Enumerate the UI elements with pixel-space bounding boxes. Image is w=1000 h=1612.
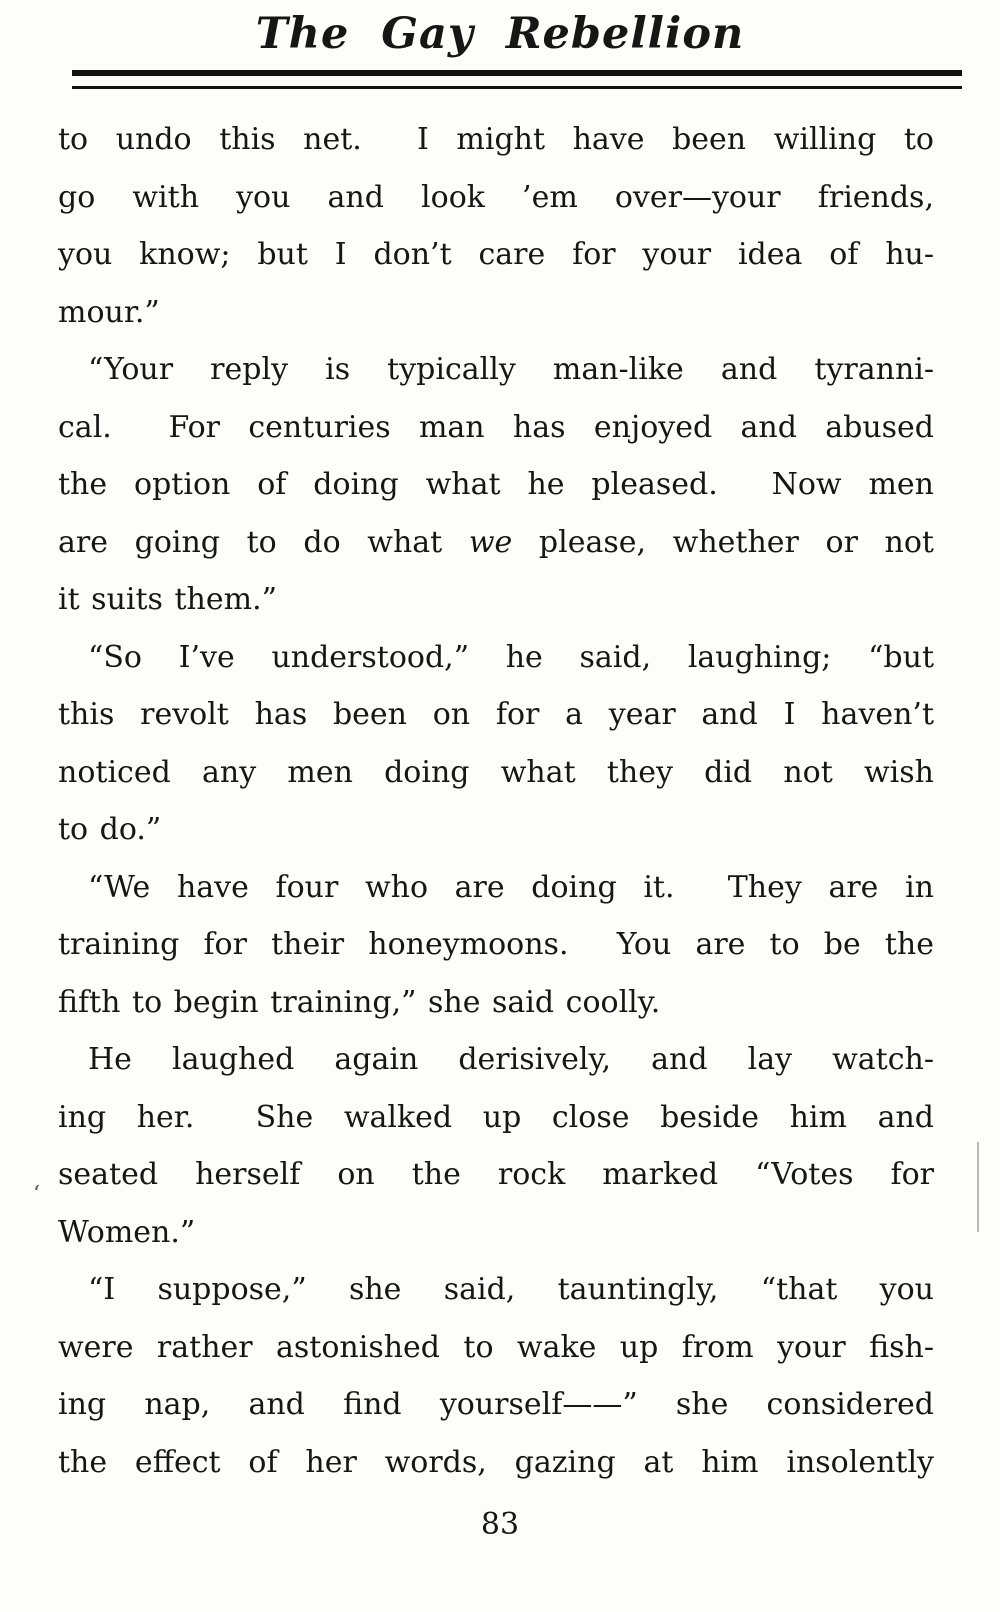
paragraph	[58, 859, 934, 1032]
header-rule	[72, 70, 962, 89]
text-segment: please, whether or not	[512, 524, 934, 560]
body-text	[58, 111, 934, 1491]
text-line: “Your reply is typically man-like and tyranni-	[88, 352, 934, 387]
text-line: you know; but I don’t care for your idea of hu-	[58, 237, 934, 272]
text-line	[58, 514, 934, 572]
text-line: training for their honeymoons. You are to be the	[58, 927, 934, 962]
text-line: ing nap, and find yourself——” she considered	[58, 1387, 934, 1422]
text-line: Women.”	[58, 1214, 196, 1250]
scan-artifact-left-mark: ‘	[33, 1182, 40, 1207]
text-line: to do.”	[58, 812, 162, 847]
italic-text: we	[468, 524, 513, 560]
text-line: “So I’ve understood,” he said, laughing; “but	[88, 639, 934, 675]
text-line: He laughed again derisively, and lay watch-	[88, 1042, 934, 1077]
text-line: noticed any men doing what they did not wish	[58, 754, 934, 790]
text-line: “I suppose,” she said, tauntingly, “that you	[88, 1272, 934, 1307]
text-line: fifth to begin training,” she said coolly.	[58, 984, 661, 1020]
text-segment: are going to do what	[58, 524, 469, 560]
scan-artifact-right-edge	[977, 1142, 979, 1232]
text-line: “We have four who are doing it. They are in	[88, 869, 934, 905]
paragraph	[58, 1031, 934, 1261]
text-line: it suits them.”	[58, 582, 277, 617]
text-line: this revolt has been on for a year and I haven’t	[58, 697, 934, 732]
text-line: the option of doing what he pleased. Now men	[58, 467, 934, 502]
text-line: cal. For centuries man has enjoyed and abused	[58, 409, 934, 445]
text-line: go with you and look ’em over—your friends,	[58, 179, 934, 215]
text-line: seated herself on the rock marked “Votes for	[58, 1157, 934, 1192]
text-line: mour.”	[58, 294, 160, 330]
paragraph	[58, 629, 934, 859]
text-line: to undo this net. I might have been willing to	[58, 122, 934, 157]
paragraph	[58, 1261, 934, 1491]
page-number: 83	[480, 1507, 520, 1542]
book-page	[0, 4, 1000, 1612]
text-line: the effect of her words, gazing at him insolently	[58, 1444, 934, 1480]
page-title: The Gay Rebellion	[255, 9, 745, 59]
paragraph	[58, 341, 934, 629]
paragraph	[58, 111, 934, 341]
text-line: ing her. She walked up close beside him and	[58, 1099, 934, 1135]
text-line: were rather astonished to wake up from your fish-	[58, 1329, 934, 1365]
